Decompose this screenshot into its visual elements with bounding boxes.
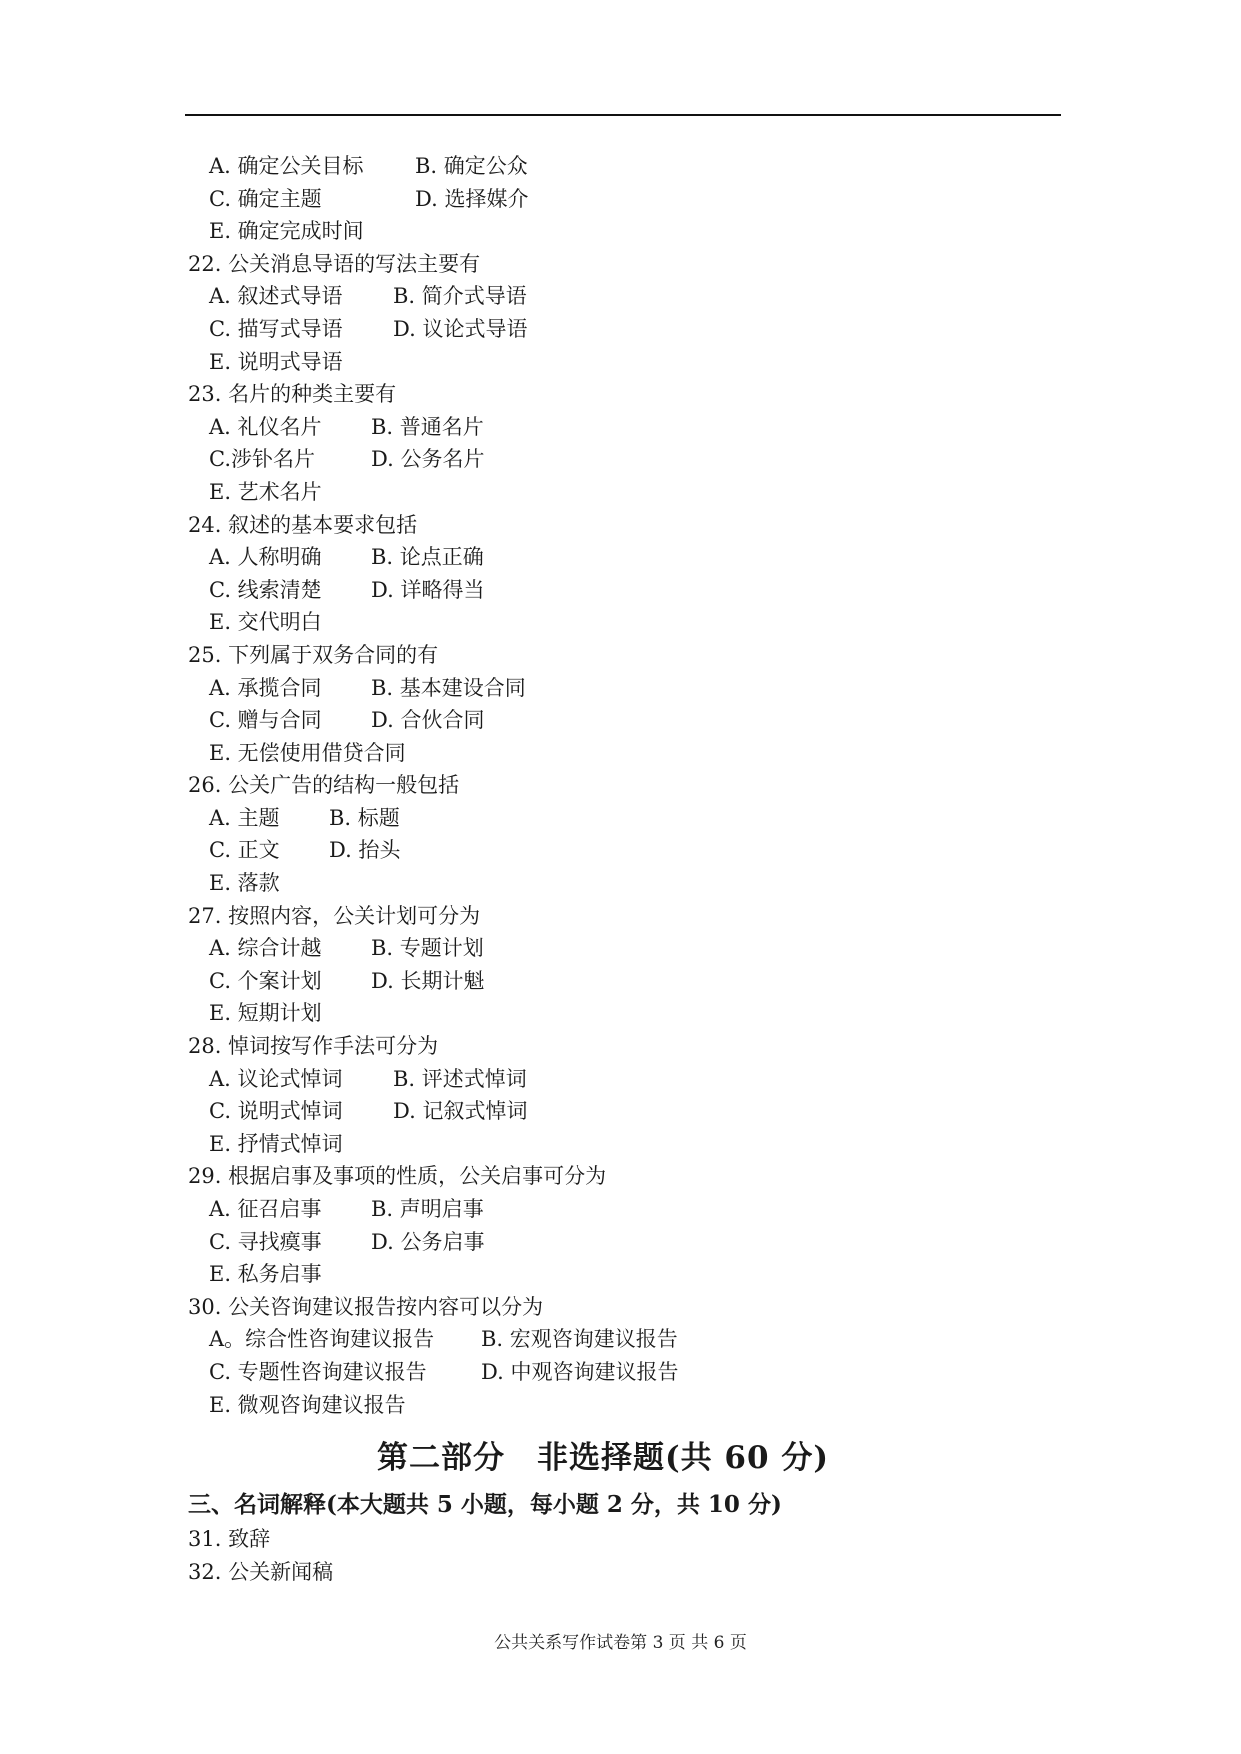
page-footer: 公共关系写作试卷第 3 页 共 6 页: [494, 1633, 747, 1653]
answer-options: [188, 704, 1088, 737]
option-text: D. 选择媒介: [415, 186, 529, 211]
answer-options: [188, 411, 1088, 444]
option-text: E. 短期计划: [209, 1001, 322, 1026]
option-text: A. 征召启事: [209, 1197, 322, 1221]
answer-options: [188, 346, 1088, 379]
question-list: [188, 150, 1088, 1421]
answer-options: [188, 215, 1088, 248]
answer-options: [188, 1095, 1088, 1128]
option-text: D. 议论式导语: [393, 316, 528, 341]
answer-options: [188, 280, 1088, 313]
option-text: E. 交代明白: [209, 610, 322, 635]
question-stem: [188, 1160, 1088, 1193]
question-stem: [188, 378, 1088, 411]
option-text: C. 线索清楚: [209, 577, 322, 602]
answer-options: [188, 1128, 1088, 1161]
answer-options: [188, 313, 1088, 346]
section-title: 第二部分 非选择题(共 60 分): [376, 1440, 830, 1477]
option-text: E. 落款: [209, 871, 280, 896]
answer-options: [188, 150, 1088, 183]
answer-options: [188, 1193, 1088, 1226]
question-stem: [188, 769, 1088, 802]
question-text: 25. 下列属于双务合同的有: [188, 642, 439, 667]
option-text: C. 赠与合同: [209, 708, 322, 733]
option-text: C. 说明式悼词: [209, 1099, 343, 1124]
option-text: E. 抒情式悼词: [209, 1131, 343, 1156]
option-text: C. 描写式导语: [209, 316, 343, 341]
option-text: B. 论点正确: [371, 545, 484, 570]
option-text: E. 艺术名片: [209, 479, 322, 504]
answer-options: [188, 867, 1088, 900]
option-text: B. 评述式悼词: [393, 1066, 527, 1091]
question-text: 23. 名片的种类主要有: [188, 382, 397, 407]
option-text: D. 记叙式悼词: [393, 1099, 528, 1124]
answer-options: [188, 965, 1088, 998]
option-text: C. 个案计划: [209, 968, 322, 993]
option-text: B. 基本建设合同: [371, 675, 526, 700]
question-text: 24. 叙述的基本要求包括: [188, 512, 418, 537]
answer-options: [188, 183, 1088, 216]
option-text: E. 无偿使用借贷合同: [209, 740, 406, 765]
header-rule: [185, 114, 1061, 116]
answer-options: [188, 574, 1088, 607]
answer-options: [188, 1323, 1088, 1356]
option-text: A. 叙述式导语: [209, 284, 343, 309]
option-text: C. 专题性咨询建议报告: [209, 1359, 427, 1384]
question-text: 28. 悼词按写作手法可分为: [188, 1034, 439, 1059]
option-text: A. 礼仪名片: [209, 414, 322, 439]
question-stem: [188, 248, 1088, 281]
option-text: E. 确定完成时间: [209, 219, 364, 244]
answer-options: [188, 997, 1088, 1030]
answer-options: [188, 1226, 1088, 1259]
answer-options: [188, 476, 1088, 509]
option-text: A. 确定公关目标: [209, 154, 364, 178]
option-text: C. 确定主题: [209, 186, 322, 211]
page-content: [188, 150, 1088, 1588]
option-text: A. 综合计越: [209, 936, 322, 961]
answer-options: [188, 1258, 1088, 1291]
option-text: B. 标题: [329, 805, 400, 830]
option-text: B. 确定公众: [415, 154, 528, 178]
answer-options: [188, 802, 1088, 835]
question-text: 22. 公关消息导语的写法主要有: [188, 251, 481, 276]
option-text: D. 详略得当: [371, 577, 485, 602]
question-stem: [188, 1030, 1088, 1063]
answer-options: [188, 1063, 1088, 1096]
option-text: E. 私务启事: [209, 1262, 322, 1287]
option-text: D. 合伙合同: [371, 708, 485, 733]
answer-options: [188, 672, 1088, 705]
answer-options: [188, 932, 1088, 965]
answer-options: [188, 1389, 1088, 1422]
question-stem: [188, 639, 1088, 672]
option-text: B. 专题计划: [371, 936, 484, 961]
option-text: C. 寻找瘼事: [209, 1229, 322, 1254]
option-text: A. 主题: [209, 805, 280, 830]
question-32: 32. 公关新闻稿: [188, 1559, 334, 1584]
answer-options: [188, 443, 1088, 476]
option-text: A. 人称明确: [209, 545, 322, 570]
option-text: B. 简介式导语: [393, 284, 527, 309]
answer-options: [188, 541, 1088, 574]
answer-options: [188, 1356, 1088, 1389]
question-stem: [188, 900, 1088, 933]
option-text: B. 普通名片: [371, 414, 484, 439]
question-text: 27. 按照内容，公关计划可分为: [188, 903, 481, 928]
option-text: E. 微观咨询建议报告: [209, 1392, 406, 1417]
answer-options: [188, 834, 1088, 867]
option-text: B. 宏观咨询建议报告: [481, 1327, 678, 1352]
option-text: A。综合性咨询建议报告: [209, 1327, 435, 1352]
question-31: 31. 致辞: [188, 1527, 271, 1552]
question-text: 29. 根据启事及事项的性质，公关启事可分为: [188, 1164, 607, 1189]
option-text: A. 议论式悼词: [209, 1066, 343, 1091]
option-text: D. 公务启事: [371, 1229, 485, 1254]
option-text: E. 说明式导语: [209, 349, 343, 374]
option-text: D. 抬头: [329, 838, 401, 863]
option-text: D. 长期计魁: [371, 968, 485, 993]
subsection-title: 三、名词解释(本大题共 5 小题，每小题 2 分，共 10 分): [188, 1491, 782, 1519]
question-text: 30. 公关咨询建议报告按内容可以分为: [188, 1294, 544, 1319]
option-text: C.涉钋名片: [209, 447, 315, 472]
option-text: D. 公务名片: [371, 447, 485, 472]
option-text: A. 承揽合同: [209, 675, 322, 700]
answer-options: [188, 606, 1088, 639]
question-stem: [188, 509, 1088, 542]
question-stem: [188, 1291, 1088, 1324]
option-text: B. 声明启事: [371, 1197, 484, 1221]
option-text: D. 中观咨询建议报告: [481, 1359, 679, 1384]
option-text: C. 正文: [209, 838, 280, 863]
question-text: 26. 公关广告的结构一般包括: [188, 773, 460, 798]
answer-options: [188, 737, 1088, 770]
